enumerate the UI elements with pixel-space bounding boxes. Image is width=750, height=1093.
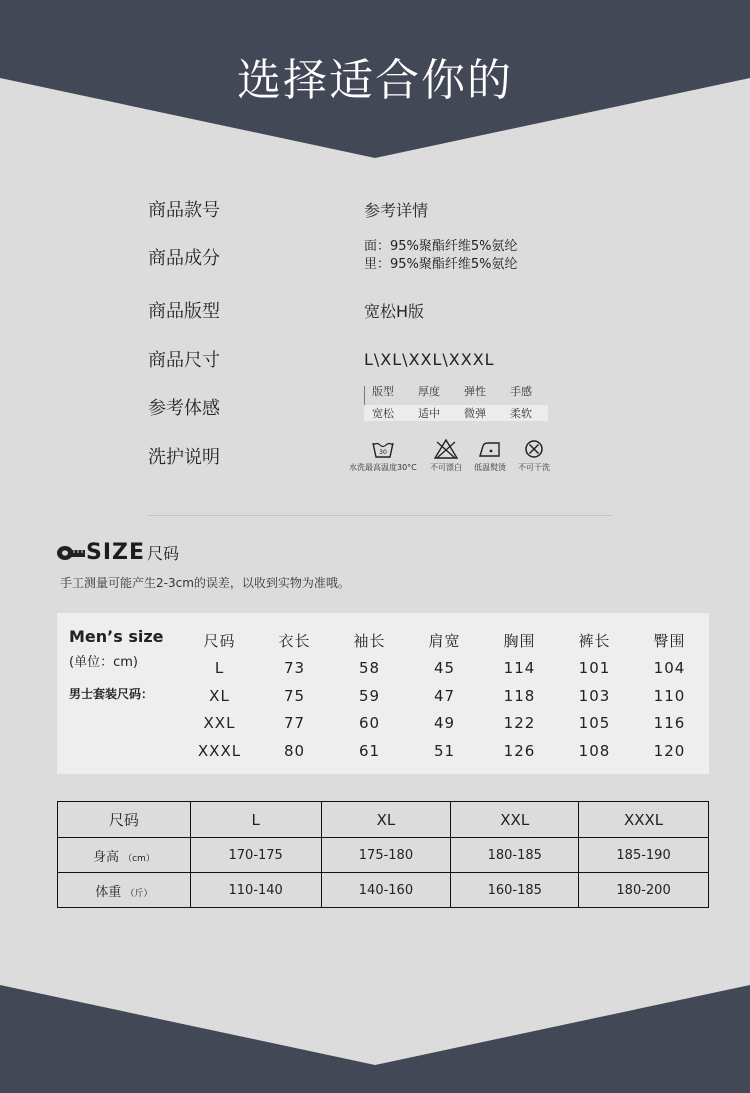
height-label-cell (58, 838, 191, 873)
info-row-fit (148, 297, 708, 323)
fit-header-cell: XXL (451, 802, 579, 838)
height-label: 身高 (92, 849, 119, 865)
size-heading (56, 540, 179, 565)
size-grid-cell: 110 (653, 686, 686, 705)
size-grid-cell: 59 (358, 686, 381, 705)
weight-unit: （斤） (125, 888, 153, 899)
mens-size-set-label: 男士套装尺码： (69, 687, 154, 701)
size-grid-cell: 120 (653, 741, 686, 760)
care-text-dryclean: 不可干洗 (518, 463, 550, 472)
care-item-wash (349, 438, 417, 473)
size-note: 手工测量可能产生2-3cm的误差，以收到实物为准哦。 (60, 576, 350, 590)
info-row-style-no (148, 196, 708, 222)
height-unit: （cm） (123, 853, 155, 864)
composition-inner: 里：95%聚酯纤维5%氨纶 (364, 257, 518, 272)
weight-cell: 140-160 (321, 873, 451, 908)
weight-cell: 160-185 (451, 873, 579, 908)
style-no-label: 商品款号 (148, 200, 220, 221)
no-bleach-icon (433, 438, 459, 460)
wash-temp-badge: 30 (379, 449, 387, 456)
care-label: 洗护说明 (148, 447, 220, 468)
size-panel (57, 613, 709, 774)
size-grid-header-cell: 胸围 (503, 632, 536, 651)
care-item-iron (474, 438, 506, 473)
mens-size-title: Men’s size (69, 627, 164, 646)
fit-header-cell: 尺码 (58, 802, 191, 838)
no-dry-clean-icon (521, 438, 547, 460)
size-grid-cell: XL (209, 686, 230, 705)
wash-30-icon (370, 438, 396, 460)
composition-label: 商品成分 (148, 248, 220, 269)
info-row-composition (148, 238, 708, 274)
size-grid-cell: 114 (503, 659, 536, 678)
care-item-bleach (430, 438, 462, 473)
size-grid-header-cell: 衣长 (278, 632, 311, 651)
size-heading-cn: 尺码 (147, 544, 180, 563)
size-grid-cell: 45 (433, 659, 456, 678)
info-row-care (148, 443, 708, 469)
size-grid-cell: 118 (503, 686, 536, 705)
mens-size-unit: (单位：cm) (69, 655, 138, 670)
height-cell: 185-190 (579, 838, 709, 873)
size-label: 商品尺寸 (148, 350, 220, 371)
size-grid-header-cell: 臀围 (653, 632, 686, 651)
feel-header-touch: 手感 (510, 385, 532, 398)
size-grid-row (182, 710, 707, 738)
fit-label: 商品版型 (148, 301, 220, 322)
size-grid-cell: 122 (503, 714, 536, 733)
fit-row-weight (58, 873, 709, 908)
feel-value-thickness: 适中 (410, 405, 456, 421)
fit-table-header (58, 802, 709, 838)
care-text-wash: 水洗最高温度30°C (349, 463, 417, 472)
height-cell: 175-180 (321, 838, 451, 873)
fit-value: 宽松H版 (364, 301, 425, 321)
size-grid-cell: 73 (283, 659, 306, 678)
size-grid-cell: 60 (358, 714, 381, 733)
composition-outer: 面：95%聚酯纤维5%氨纶 (364, 239, 518, 254)
feel-header-cut: 版型 (372, 385, 394, 398)
size-grid-cell: 75 (283, 686, 306, 705)
size-heading-en: SIZE (86, 540, 146, 565)
size-grid-header-cell: 裤长 (578, 632, 611, 651)
care-text-bleach: 不可漂白 (430, 463, 462, 472)
weight-label: 体重 (95, 884, 122, 900)
fit-header-cell: XL (321, 802, 451, 838)
weight-label-cell (58, 873, 191, 908)
size-grid-header-cell: 肩宽 (428, 632, 461, 651)
height-cell: 180-185 (451, 838, 579, 873)
feel-header-thickness: 厚度 (418, 385, 440, 398)
page-title: 选择适合你的 (237, 55, 513, 106)
feel-header-elasticity: 弹性 (464, 385, 486, 398)
fit-header-cell: L (190, 802, 321, 838)
size-grid-cell: 77 (283, 714, 306, 733)
size-grid-cell: 105 (578, 714, 611, 733)
size-grid-cell: 80 (283, 741, 306, 760)
size-grid-cell: XXXL (197, 741, 242, 760)
care-item-dryclean (518, 438, 550, 473)
feel-grid (364, 380, 548, 424)
size-grid-cell: 126 (503, 741, 536, 760)
feel-value-touch: 柔软 (502, 405, 548, 421)
feel-value-cut: 宽松 (364, 405, 410, 421)
size-grid (182, 627, 707, 765)
info-row-size (148, 346, 708, 372)
weight-cell: 180-200 (579, 873, 709, 908)
size-grid-cell: 47 (433, 686, 456, 705)
weight-cell: 110-140 (190, 873, 321, 908)
size-grid-cell: L (214, 659, 225, 678)
size-grid-row (182, 655, 707, 683)
size-grid-cell: 101 (578, 659, 611, 678)
size-value: L\XL\XXL\XXXL (364, 349, 495, 369)
size-grid-header (182, 627, 707, 655)
tape-measure-icon (56, 544, 86, 562)
fit-row-height (58, 838, 709, 873)
feel-label: 参考体感 (148, 398, 220, 419)
style-no-value: 参考详情 (364, 200, 429, 220)
size-grid-cell: 116 (653, 714, 686, 733)
size-grid-cell: 49 (433, 714, 456, 733)
size-grid-cell: 51 (433, 741, 456, 760)
size-grid-cell: 58 (358, 659, 381, 678)
size-grid-row (182, 737, 707, 765)
size-grid-cell: XXL (203, 714, 236, 733)
section-divider (148, 515, 612, 516)
size-grid-header-cell: 袖长 (353, 632, 386, 651)
feel-value-elasticity: 微弹 (456, 405, 502, 421)
footer-band (0, 985, 750, 1093)
size-grid-cell: 103 (578, 686, 611, 705)
low-iron-icon (477, 438, 503, 460)
size-grid-cell: 61 (358, 741, 381, 760)
care-text-iron: 低温熨烫 (474, 463, 506, 472)
size-grid-header-cell: 尺码 (203, 632, 236, 651)
fit-table (57, 801, 709, 908)
size-grid-cell: 104 (653, 659, 686, 678)
size-grid-row (182, 682, 707, 710)
fit-header-cell: XXXL (579, 802, 709, 838)
size-grid-cell: 108 (578, 741, 611, 760)
height-cell: 170-175 (190, 838, 321, 873)
